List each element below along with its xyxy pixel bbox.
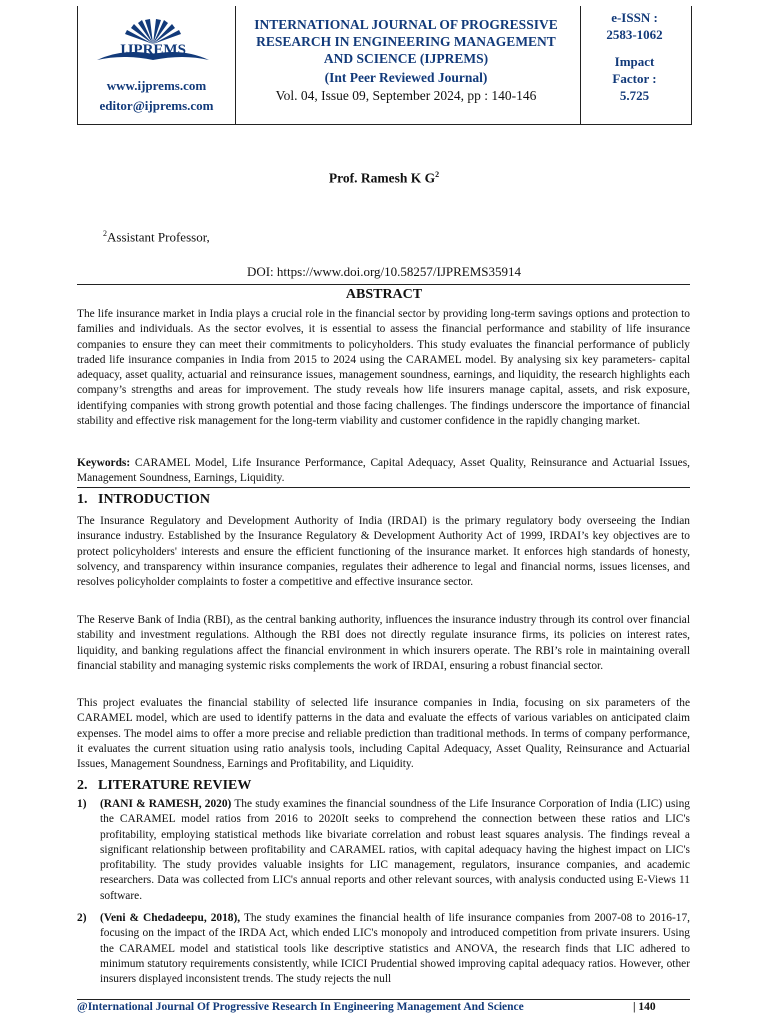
impact-factor-block <box>581 53 688 104</box>
intro-paragraph: This project evaluates the financial stability of selected life insurance companies in India, focusing on six parameters of the CARAMEL model, which are used to identify patterns in the data and evaluate the effects of various variables on anticipated claim expenses. The model aims to offer a more precise and reliable prediction than traditional methods. In terms of company performance, it evaluates the current situation using ratio analysis tools, including Capital Adequacy, Asset Quality, Reinsurance and Actuarial Issues, Management Soundness, Earnings and Profitability, and Liquidity. <box>77 697 690 771</box>
author-sup: 2 <box>435 170 440 179</box>
reference-number: 1) <box>77 798 87 810</box>
keywords-text: CARAMEL Model, Life Insurance Performance, Capital Adequacy, Asset Quality, Reinsurance and Actuarial Issues, Management Soundness, Earnings, Liquidity. <box>77 457 690 485</box>
doi-link[interactable]: DOI: https://www.doi.org/10.58257/IJPREMS35914 <box>246 264 522 279</box>
abstract-heading: ABSTRACT <box>345 287 423 302</box>
impact-label: Factor : <box>612 71 657 86</box>
section-heading-literature: 2. LITERATURE REVIEW <box>77 778 252 793</box>
footer-journal-name: @International Journal Of Progressive Research In Engineering Management And Science <box>77 1001 524 1013</box>
journal-title-line: AND SCIENCE (IJPREMS) <box>323 51 489 66</box>
peer-reviewed-label: (Int Peer Reviewed Journal) <box>324 70 488 85</box>
section-heading-introduction: 1. INTRODUCTION <box>77 492 211 507</box>
affiliation-text: Assistant Professor, <box>107 229 210 245</box>
eissn-block <box>581 9 688 43</box>
intro-paragraph: The Reserve Bank of India (RBI), as the central banking authority, influences the insurance industry through its control over financial stability and investment regulations. Although the RBI does not directly regulate insurance firms, its policies on interest rates, liquidity, and banking regulations affect the financial environment in which insurers operate. The RBI’s role in maintaining overall financial stability and managing systemic risks complements the work of IRDAI, ensuring a robust financial sector. <box>77 614 690 672</box>
abstract-rule <box>77 487 690 488</box>
footer-rule <box>77 999 690 1000</box>
email-link[interactable]: editor@ijprems.com <box>99 98 214 113</box>
abstract-body: The life insurance market in India plays a crucial role in the financial sector by providing long-term savings options and protection to families and individuals. As the sector evolves, it is essential to assess the financial performance and stability of life insurance companies to ensure they can meet their commitments to policyholders. This study evaluates the financial performance of publicly traded life insurance companies in India from 2015 to 2024 using the CARAMEL model. By analysing six key parameters- capital adequacy, asset quality, actuarial and reinsurance issues, management soundness, earnings, and liquidity, the research highlights each company’s strengths and areas for improvement. The study reveals how life insurers manage capital, assets, and risk exposure, identifying companies with strong growth potential and those facing challenges. The findings underscore the importance of financial stability and effective risk management for the long-term viability and customer confidence in the rapidly changing market. <box>77 308 690 428</box>
footer-page-number: | 140 <box>633 1001 656 1013</box>
author-name <box>0 170 768 187</box>
eissn-value: 2583-1062 <box>606 27 663 42</box>
reference-body <box>100 911 690 987</box>
volume-info: Vol. 04, Issue 09, September 2024, pp : 140-146 <box>275 88 537 103</box>
impact-value: 5.725 <box>619 88 650 103</box>
reference-citation: (RANI & RAMESH, 2020) <box>100 798 232 810</box>
reference-text: The study examines the financial health of life insurance companies from 2007-08 to 2016-17, focusing on the impact of the IRDA Act, which ended LIC's monopoly and introduced competition from private insurers. Using the CARAMEL model and statistical tools like descriptive statistics and ANOVA, the research finds that LIC adhered to minimum statutory requirements consistently, while ICICI Prudential showed improving capital adequacy ratios. However, other insurers displayed inconsistent trends. The study rejects the null <box>100 912 691 986</box>
reference-number: 2) <box>77 912 87 924</box>
reference-text: The study examines the financial soundness of the Life Insurance Corporation of India (LIC) using the CARAMEL model ratios from 2016 to 2020It seeks to comprehend the connection between these ratios and LIC's profitability, employing statistical methods like bivariate correlation and robust least squares analysis. The findings reveal a significant relationship between profitability and CARAMEL ratios, with capital adequacy having the highest impact on LIC's profitability. The study provides valuable insights for LIC management, regulators, insurance companies, and academic researchers. Data was collected from LIC's annual reports and other relevant sources, with analysis conducted using E-Views 11 software. <box>100 798 690 902</box>
journal-title-line: INTERNATIONAL JOURNAL OF PROGRESSIVE <box>254 17 558 32</box>
affiliation-sup: 2 <box>103 229 107 238</box>
eissn-label: e-ISSN : <box>611 10 658 25</box>
svg-text:IJPREMS: IJPREMS <box>120 42 186 58</box>
reference-body <box>100 797 690 904</box>
journal-title <box>236 16 576 67</box>
website-link[interactable]: www.ijprems.com <box>106 78 207 93</box>
journal-logo <box>93 14 213 70</box>
author-name-text: Prof. Ramesh K G <box>328 170 436 186</box>
keywords <box>77 456 690 487</box>
abstract-rule <box>77 284 690 285</box>
keywords-label: Keywords: <box>77 457 131 469</box>
author-affiliation <box>103 229 210 245</box>
reference-citation: (Veni & Chedadeepu, 2018), <box>100 912 241 924</box>
intro-paragraph: The Insurance Regulatory and Development Authority of India (IRDAI) is the primary regulatory body overseeing the Indian insurance industry. Established by the Insurance Regulatory & Development Authority Act of 1999, IRDAI’s key objectives are to protect policyholders' interests and ensure the efficient functioning of the insurance market. It enforces high standards of honesty, solvency, and transparency within insurance companies, regulates their adherence to legal and financial norms, issues licenses, and resolves policyholder complaints to foster a competitive and effective insurance sector. <box>77 515 690 589</box>
journal-title-line: RESEARCH IN ENGINEERING MANAGEMENT <box>256 34 556 49</box>
impact-label: Impact <box>614 54 655 69</box>
